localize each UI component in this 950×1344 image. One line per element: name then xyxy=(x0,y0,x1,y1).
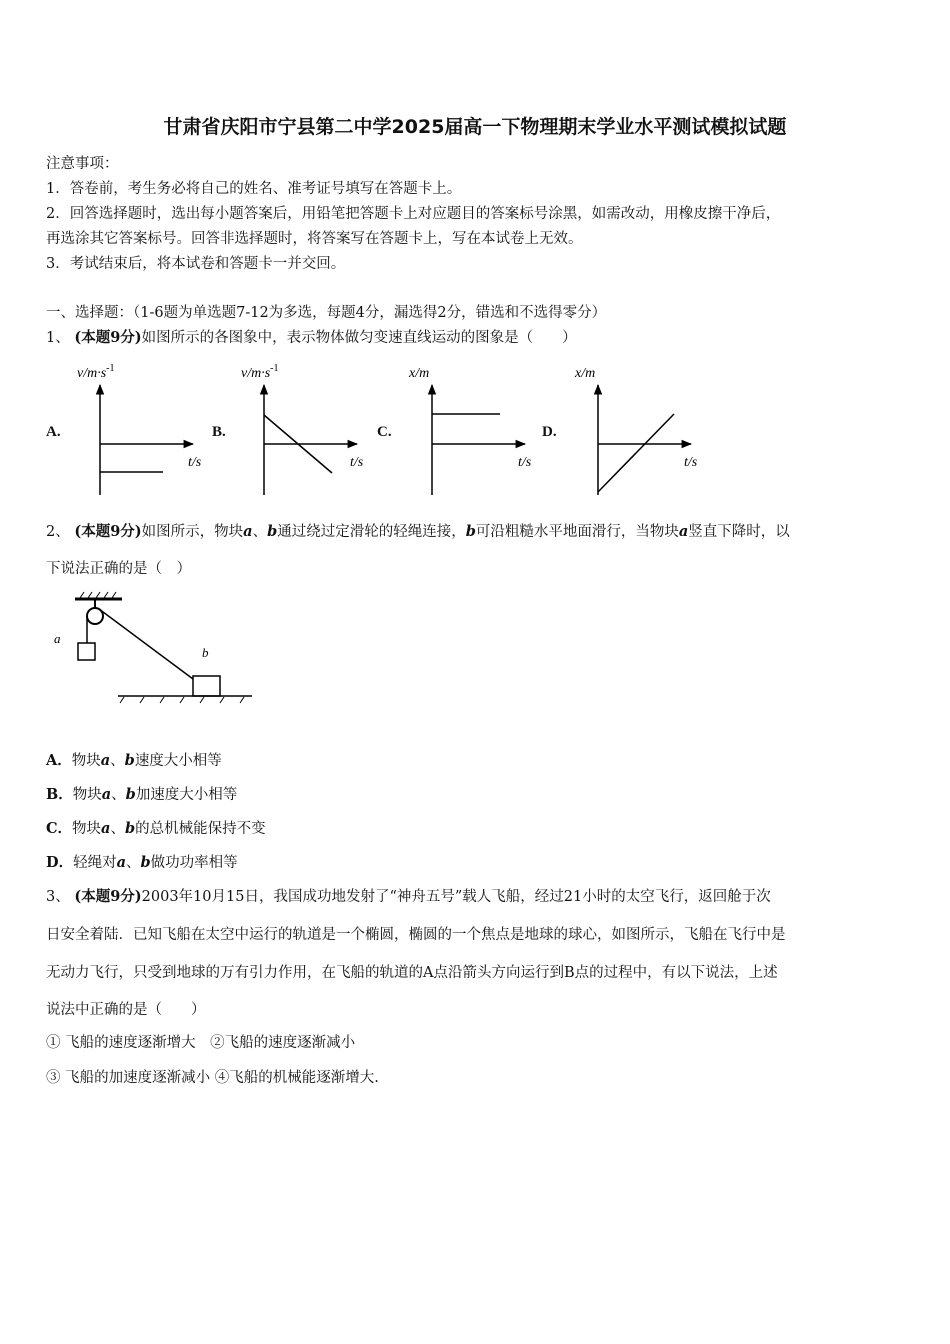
notice-item-3: 3．考试结束后，将本试卷和答题卡一并交回。 xyxy=(46,256,346,272)
q2-option-d-sep: 、 xyxy=(125,855,141,871)
q3-statements-2: ③ 飞船的加速度逐渐减小 ④飞船的机械能逐渐增大. xyxy=(46,1070,379,1086)
q2-option-a-post: 速度大小相等 xyxy=(134,753,222,769)
q2-text-1: 如图所示，物块 xyxy=(141,524,244,540)
q1-graph-b-ylabel-sup: -1 xyxy=(270,363,279,374)
q2-stem xyxy=(46,520,790,541)
q1-graph-c-ylabel: x/m xyxy=(409,366,430,381)
q2-option-d-var-a: a xyxy=(116,854,126,871)
q1-graph-a-ylabel: v/m·s xyxy=(77,366,107,381)
q1-graph-b-ylabel: v/m·s xyxy=(241,366,271,381)
q2-text-3: 可沿粗糙水平地面滑行，当物块 xyxy=(475,524,679,540)
page-title: 甘肃省庆阳市宁县第二中学2025届高一下物理期末学业水平测试模拟试题 xyxy=(163,116,787,138)
q2-option-b-pre: 物块 xyxy=(72,787,102,803)
q1-graph-d-xlabel: t/s xyxy=(684,455,698,470)
q1-graph-a-xlabel: t/s xyxy=(188,455,202,470)
q2-stem-cont: 下说法正确的是（ ） xyxy=(46,561,191,577)
section-heading: 一、选择题：（1-6题为单选题7-12为多选，每题4分，漏选得2分，错选和不选得零分） xyxy=(46,305,607,321)
q2-option-a-pre: 物块 xyxy=(71,753,101,769)
q2-option-a xyxy=(46,749,222,770)
q1-graph-d xyxy=(574,366,698,495)
q2-option-d-var-b: b xyxy=(140,854,151,871)
notice-item-2: 2．回答选择题时，选出每小题答案后，用铅笔把答题卡上对应题目的答案标号涂黑，如需改动，用橡皮擦干净后， xyxy=(46,206,781,222)
q2-option-b-var-b: b xyxy=(125,786,136,803)
q1-graph-d-ylabel: x/m xyxy=(575,366,596,381)
q2-option-c-sep: 、 xyxy=(110,821,125,837)
q3-score: (本题9分) xyxy=(74,888,142,905)
q1-graph-a-ylabel-sup: -1 xyxy=(106,363,115,374)
q2-option-b-var-a: a xyxy=(101,786,112,803)
q1-text: 如图所示的各图象中，表示物体做匀变速直线运动的图象是（ ） xyxy=(141,330,577,346)
q2-option-b-letter: B． xyxy=(46,786,73,803)
q2-var-a: a xyxy=(243,523,253,540)
q2-option-b-sep: 、 xyxy=(111,787,126,803)
notice-item-2-cont: 再选涂其它答案标号。回答非选择题时，将答案写在答题卡上，写在本试卷上无效。 xyxy=(46,231,583,247)
q1-option-c: C. xyxy=(377,424,392,440)
q3-statements-1: ① 飞船的速度逐渐增大 ②飞船的速度逐渐减小 xyxy=(46,1035,356,1051)
q2-option-c-var-b: b xyxy=(124,820,136,837)
q2-option-d-pre: 轻绳对 xyxy=(73,855,117,871)
q2-option-b-post: 加速度大小相等 xyxy=(135,787,238,803)
q1-stem xyxy=(46,326,577,347)
svg-text:v/m·s-1 xyxy=(77,363,115,381)
q2-option-d-letter: D． xyxy=(46,854,74,871)
q3-text-1: 2003年10月15日，我国成功地发射了“神舟五号”载人飞船，经过21小时的太空飞行，返回舱于次 xyxy=(141,889,771,905)
q3-number: 3、 xyxy=(46,889,70,905)
q2-var-b: b xyxy=(267,523,278,540)
q3-stem xyxy=(46,885,771,906)
q1-option-d: D. xyxy=(542,424,557,440)
q2-option-a-var-a: a xyxy=(100,752,111,769)
label-b: b xyxy=(202,645,209,660)
notice-item-1: 1．答卷前，考生务必将自己的姓名、准考证号填写在答题卡上。 xyxy=(46,181,462,197)
q1-option-b: B. xyxy=(212,424,226,440)
q2-option-c-letter: C． xyxy=(46,820,73,837)
q1-graph-a xyxy=(77,363,202,495)
q2-var-a-2: a xyxy=(678,523,689,540)
q1-graph-c xyxy=(408,366,532,495)
q2-option-a-letter: A． xyxy=(46,752,72,769)
q2-var-b-2: b xyxy=(465,523,476,540)
q2-figure xyxy=(40,585,280,710)
q2-option-d-post: 做功功率相等 xyxy=(150,855,238,871)
q2-number: 2、 xyxy=(46,524,70,540)
q2-option-c-pre: 物块 xyxy=(72,821,102,837)
block-a xyxy=(78,643,95,660)
q2-text-4: 竖直下降时，以 xyxy=(688,524,790,540)
q1-score: (本题9分) xyxy=(74,329,142,346)
notice-heading: 注意事项： xyxy=(46,156,119,172)
q1-graph-c-xlabel: t/s xyxy=(518,455,532,470)
q2-score: (本题9分) xyxy=(74,523,142,540)
q3-text-4: 说法中正确的是（ ） xyxy=(46,1002,206,1018)
q2-sep: 、 xyxy=(252,524,268,540)
q2-option-a-var-b: b xyxy=(124,752,135,769)
svg-text:v/m·s-1 xyxy=(241,363,279,381)
q3-text-3: 无动力飞行，只受到地球的万有引力作用，在飞船的轨道的A点沿箭头方向运行到B点的过程中，有以下说法，上述 xyxy=(46,965,778,981)
q1-number: 1、 xyxy=(46,330,70,346)
q2-option-a-sep: 、 xyxy=(110,753,125,769)
q2-text-2: 通过绕过定滑轮的轻绳连接， xyxy=(277,524,466,540)
q1-graphs xyxy=(0,355,950,505)
q2-option-b xyxy=(46,783,237,804)
q2-option-c xyxy=(46,817,266,838)
q3-text-2: 日安全着陆．已知飞船在太空中运行的轨道是一个椭圆，椭圆的一个焦点是地球的球心，如图所示，飞船在飞行中是 xyxy=(46,927,786,943)
q1-graph-b-xlabel: t/s xyxy=(350,455,364,470)
q2-option-c-post: 的总机械能保持不变 xyxy=(135,821,266,837)
q2-option-d xyxy=(46,851,238,872)
q1-graph-b xyxy=(241,363,364,495)
q1-option-a: A. xyxy=(46,424,61,440)
label-a: a xyxy=(54,631,61,646)
q2-option-c-var-a: a xyxy=(101,820,111,837)
block-b xyxy=(193,676,220,696)
